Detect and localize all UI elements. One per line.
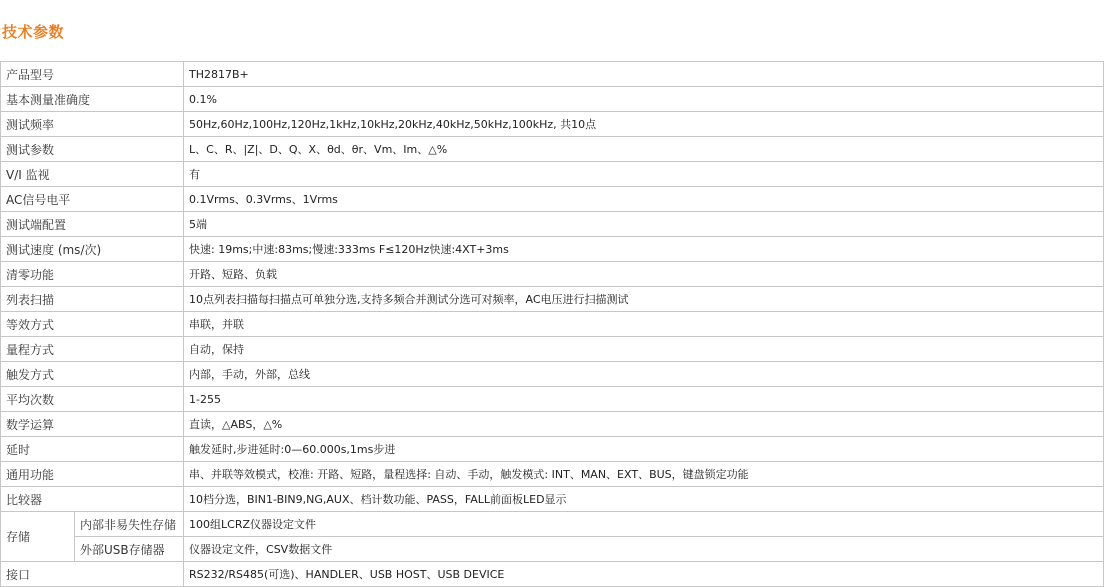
section-title: 技术参数 — [2, 23, 65, 41]
table-row — [1, 537, 1104, 562]
row-label: 测试速度 (ms/次) — [1, 237, 184, 262]
internal-storage-value: 100组LCRZ仪器设定文件 — [184, 512, 1104, 537]
storage-label: 存储 — [1, 512, 75, 562]
table-row — [1, 262, 1104, 287]
usb-storage-label: 外部USB存储器 — [75, 537, 184, 562]
row-value: 10点列表扫描每扫描点可单独分选,支持多频合并测试分选可对频率，AC电压进行扫描测试 — [184, 287, 1104, 312]
table-row — [1, 362, 1104, 387]
table-row — [1, 162, 1104, 187]
row-label: AC信号电平 — [1, 187, 184, 212]
table-row — [1, 87, 1104, 112]
table-row — [1, 487, 1104, 512]
row-label: 通用功能 — [1, 462, 184, 487]
row-value: 0.1% — [184, 87, 1104, 112]
row-value: TH2817B+ — [184, 62, 1104, 87]
table-row — [1, 212, 1104, 237]
row-label: 测试参数 — [1, 137, 184, 162]
table-row — [1, 237, 1104, 262]
row-value: 0.1Vrms、0.3Vrms、1Vrms — [184, 187, 1104, 212]
row-label: 清零功能 — [1, 262, 184, 287]
table-row — [1, 387, 1104, 412]
row-value: 内部，手动，外部，总线 — [184, 362, 1104, 387]
row-value: 快速: 19ms;中速:83ms;慢速:333ms F≤120Hz快速:4XT+3ms — [184, 237, 1104, 262]
table-row — [1, 437, 1104, 462]
row-label: 等效方式 — [1, 312, 184, 337]
table-row — [1, 312, 1104, 337]
row-value: 1-255 — [184, 387, 1104, 412]
row-label: 触发方式 — [1, 362, 184, 387]
row-value: 串联，并联 — [184, 312, 1104, 337]
table-row — [1, 112, 1104, 137]
table-row — [1, 462, 1104, 487]
row-value: 50Hz,60Hz,100Hz,120Hz,1kHz,10kHz,20kHz,40kHz,50kHz,100kHz, 共10点 — [184, 112, 1104, 137]
interface-label: 接口 — [1, 562, 184, 587]
row-value: 自动，保持 — [184, 337, 1104, 362]
row-label: 测试频率 — [1, 112, 184, 137]
row-value: 开路、短路、负载 — [184, 262, 1104, 287]
table-row — [1, 562, 1104, 587]
row-label: 延时 — [1, 437, 184, 462]
table-row — [1, 287, 1104, 312]
row-label: 数学运算 — [1, 412, 184, 437]
table-row — [1, 137, 1104, 162]
row-label: 产品型号 — [1, 62, 184, 87]
usb-storage-value: 仪器设定文件，CSV数据文件 — [184, 537, 1104, 562]
row-label: 比较器 — [1, 487, 184, 512]
row-value: 5端 — [184, 212, 1104, 237]
row-label: V/I 监视 — [1, 162, 184, 187]
row-value: 触发延时,步进延时:0—60.000s,1ms步进 — [184, 437, 1104, 462]
row-label: 平均次数 — [1, 387, 184, 412]
row-value: 串、并联等效模式，校准: 开路、短路，量程选择: 自动、手动，触发模式: INT、MAN、EXT、BUS，键盘锁定功能 — [184, 462, 1104, 487]
table-row — [1, 512, 1104, 537]
table-row — [1, 187, 1104, 212]
interface-value: RS232/RS485(可选)、HANDLER、USB HOST、USB DEVICE — [184, 562, 1104, 587]
table-row — [1, 62, 1104, 87]
row-label: 测试端配置 — [1, 212, 184, 237]
row-value: 直读，△ABS，△% — [184, 412, 1104, 437]
row-label: 基本测量准确度 — [1, 87, 184, 112]
row-value: 有 — [184, 162, 1104, 187]
row-label: 列表扫描 — [1, 287, 184, 312]
internal-storage-label: 内部非易失性存储 — [75, 512, 184, 537]
table-row — [1, 337, 1104, 362]
spec-table — [0, 61, 1104, 587]
row-label: 量程方式 — [1, 337, 184, 362]
table-row — [1, 412, 1104, 437]
row-value: 10档分选，BIN1-BIN9,NG,AUX、档计数功能、PASS，FALL前面板LED显示 — [184, 487, 1104, 512]
row-value: L、C、R、|Z|、D、Q、X、θd、θr、Vm、Im、△% — [184, 137, 1104, 162]
